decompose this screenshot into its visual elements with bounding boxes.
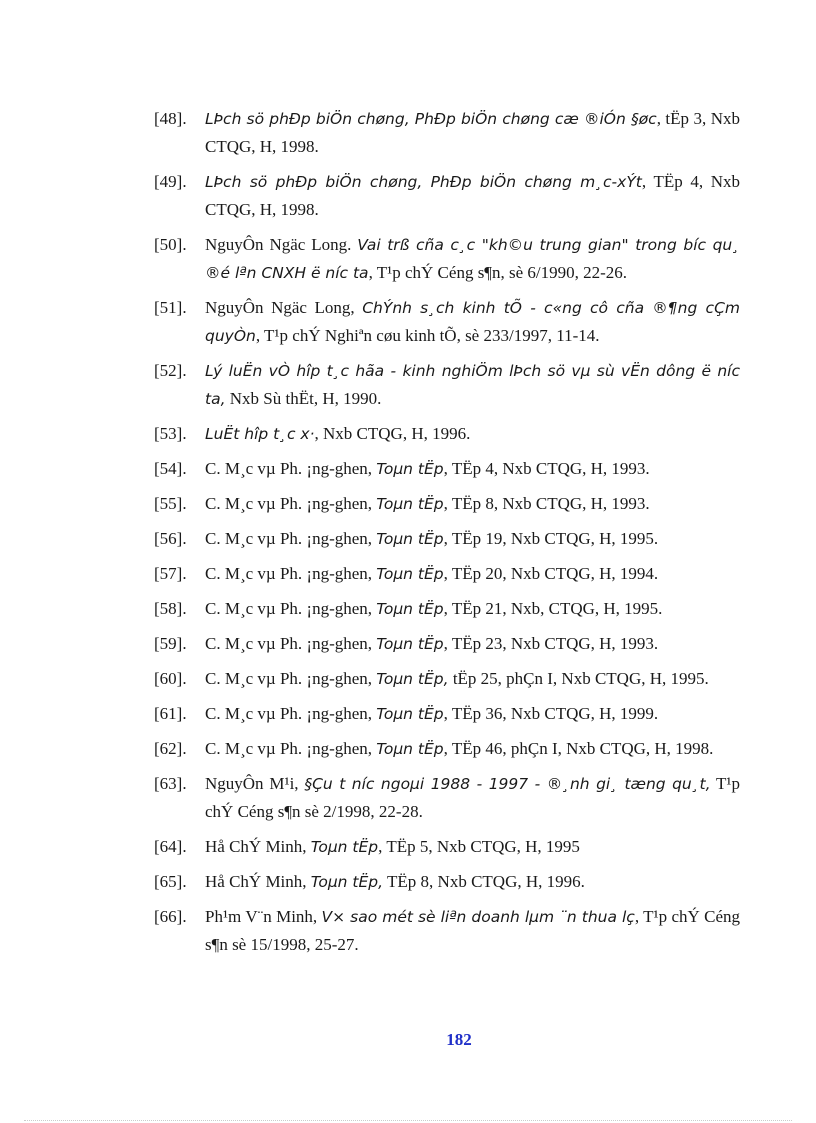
reference-text-part: , T¹p chÝ Céng s¶n sè 15/1998, 25-27. — [205, 907, 740, 954]
reference-number: [58]. — [154, 599, 187, 618]
reference-entry — [154, 833, 740, 861]
reference-text-part: , TËp 8, Nxb CTQG, H, 1993. — [443, 494, 650, 513]
reference-title-italic: ChÝnh s¸ch kinh tÕ - c«ng cô cña ®¶ng cÇm quyÒn — [205, 299, 740, 345]
reference-entry — [154, 770, 740, 826]
reference-title-italic: LÞch sö phÐp biÖn chøng, PhÐp biÖn chøng cæ ®iÓn §øc — [205, 110, 657, 128]
reference-text-part: C. M¸c vµ Ph. ¡ng-ghen, — [205, 494, 377, 513]
reference-text-part: , tËp 3, Nxb CTQG, H, 1998. — [205, 109, 741, 156]
reference-text-part: T¹p chÝ Céng s¶n sè 2/1998, 22-28. — [205, 774, 740, 821]
reference-text — [205, 560, 740, 588]
reference-title-italic: Toµn tËp, — [376, 670, 449, 688]
reference-text-part: NguyÔn M¹i, — [205, 774, 305, 793]
reference-text-part: C. M¸c vµ Ph. ¡ng-ghen, — [205, 459, 377, 478]
reference-list — [154, 105, 740, 966]
reference-title-italic: Toµn tËp — [310, 838, 379, 856]
reference-title-italic: Vai trß cña c¸c "kh©u trung gian" trong bíc qu¸ ®é lªn CNXH ë níc ta — [205, 236, 740, 282]
reference-entry — [154, 420, 740, 448]
reference-text — [205, 357, 740, 413]
reference-title-italic: Toµn tËp — [376, 740, 444, 758]
reference-text-part: , TËp 23, Nxb CTQG, H, 1993. — [443, 634, 659, 653]
reference-text-part: C. M¸c vµ Ph. ¡ng-ghen, — [205, 739, 377, 758]
reference-number: [48]. — [154, 109, 187, 128]
reference-number: [56]. — [154, 529, 187, 548]
reference-text — [205, 525, 740, 553]
reference-number: [57]. — [154, 564, 187, 583]
reference-text — [205, 490, 740, 518]
reference-entry — [154, 560, 740, 588]
reference-number: [61]. — [154, 704, 187, 723]
reference-text — [205, 735, 740, 763]
reference-text — [205, 630, 740, 658]
reference-number: [66]. — [154, 907, 187, 926]
reference-title-italic: §Çu t níc ngoµi 1988 - 1997 - ®¸nh gi¸ tæng qu¸t, — [304, 775, 711, 793]
reference-text-part: , T¹p chÝ Céng s¶n, sè 6/1990, 22-26. — [368, 263, 628, 282]
reference-text-part: , TËp 21, Nxb, CTQG, H, 1995. — [443, 599, 663, 618]
reference-number: [54]. — [154, 459, 187, 478]
reference-text-part: , TËp 5, Nxb CTQG, H, 1995 — [378, 837, 580, 856]
reference-text — [205, 105, 740, 161]
reference-text-part: , TËp 20, Nxb CTQG, H, 1994. — [443, 564, 659, 583]
reference-text — [205, 455, 740, 483]
reference-text-part: , TËp 4, Nxb CTQG, H, 1998. — [205, 172, 740, 219]
reference-text — [205, 231, 740, 287]
page-number: 182 — [446, 1030, 472, 1049]
reference-title-italic: LuËt hîp t¸c x· — [205, 425, 315, 443]
reference-text — [205, 868, 740, 896]
reference-title-italic: Toµn tËp — [376, 460, 444, 478]
reference-entry — [154, 735, 740, 763]
reference-entry — [154, 357, 740, 413]
page-bottom-rule — [24, 1120, 792, 1121]
reference-text-part: , TËp 36, Nxb CTQG, H, 1999. — [443, 704, 659, 723]
reference-text-part: , Nxb CTQG, H, 1996. — [314, 424, 471, 443]
reference-number: [60]. — [154, 669, 187, 688]
reference-text — [205, 665, 740, 693]
reference-title-italic: Lý luËn vÒ hîp t¸c hãa - kinh nghiÖm lÞch sö vµ sù vËn dông ë níc ta, — [205, 362, 740, 408]
reference-text-part: , TËp 19, Nxb CTQG, H, 1995. — [443, 529, 659, 548]
reference-number: [65]. — [154, 872, 187, 891]
reference-entry — [154, 105, 740, 161]
reference-title-italic: Toµn tËp, — [310, 873, 384, 891]
reference-entry — [154, 903, 740, 959]
reference-number: [50]. — [154, 235, 187, 254]
reference-entry — [154, 168, 740, 224]
reference-number: [53]. — [154, 424, 187, 443]
reference-text-part: , TËp 4, Nxb CTQG, H, 1993. — [443, 459, 650, 478]
reference-title-italic: Toµn tËp — [376, 495, 444, 513]
reference-title-italic: V× sao mét sè liªn doanh lµm ¨n thua lç — [321, 908, 635, 926]
reference-entry — [154, 455, 740, 483]
reference-entry — [154, 868, 740, 896]
reference-text — [205, 770, 740, 826]
reference-text — [205, 168, 740, 224]
reference-text-part: C. M¸c vµ Ph. ¡ng-ghen, — [205, 564, 377, 583]
reference-text-part: C. M¸c vµ Ph. ¡ng-ghen, — [205, 529, 377, 548]
reference-text — [205, 833, 740, 861]
reference-text-part: TËp 8, Nxb CTQG, H, 1996. — [383, 872, 585, 891]
reference-entry — [154, 595, 740, 623]
reference-text — [205, 700, 740, 728]
reference-text-part: Hå ChÝ Minh, — [205, 872, 311, 891]
reference-text-part: C. M¸c vµ Ph. ¡ng-ghen, — [205, 669, 377, 688]
reference-title-italic: Toµn tËp — [376, 705, 444, 723]
reference-number: [63]. — [154, 774, 187, 793]
reference-text-part: C. M¸c vµ Ph. ¡ng-ghen, — [205, 704, 377, 723]
reference-entry — [154, 294, 740, 350]
reference-number: [59]. — [154, 634, 187, 653]
reference-text — [205, 294, 740, 350]
reference-text — [205, 420, 740, 448]
reference-title-italic: LÞch sö phÐp biÖn chøng, PhÐp biÖn chøng m¸c-xÝt — [205, 173, 642, 191]
reference-number: [55]. — [154, 494, 187, 513]
reference-text-part: Hå ChÝ Minh, — [205, 837, 311, 856]
reference-title-italic: Toµn tËp — [376, 635, 444, 653]
reference-text-part: Ph¹m V¨n Minh, — [205, 907, 322, 926]
reference-entry — [154, 490, 740, 518]
reference-number: [51]. — [154, 298, 187, 317]
reference-number: [52]. — [154, 361, 187, 380]
reference-entry — [154, 231, 740, 287]
reference-text-part: , TËp 46, phÇn I, Nxb CTQG, H, 1998. — [443, 739, 714, 758]
reference-number: [64]. — [154, 837, 187, 856]
reference-entry — [154, 525, 740, 553]
reference-text-part: C. M¸c vµ Ph. ¡ng-ghen, — [205, 599, 377, 618]
reference-text — [205, 595, 740, 623]
reference-text-part: NguyÔn Ngäc Long, — [205, 298, 363, 317]
reference-title-italic: Toµn tËp — [376, 565, 444, 583]
reference-text — [205, 903, 740, 959]
reference-text-part: C. M¸c vµ Ph. ¡ng-ghen, — [205, 634, 377, 653]
reference-number: [62]. — [154, 739, 187, 758]
reference-number: [49]. — [154, 172, 187, 191]
reference-entry — [154, 665, 740, 693]
reference-text-part: Nxb Sù thËt, H, 1990. — [225, 389, 382, 408]
reference-title-italic: Toµn tËp — [376, 600, 444, 618]
reference-text-part: tËp 25, phÇn I, Nxb CTQG, H, 1995. — [448, 669, 709, 688]
reference-text-part: NguyÔn Ngäc Long. — [205, 235, 358, 254]
reference-entry — [154, 630, 740, 658]
reference-text-part: , T¹p chÝ Nghiªn cøu kinh tÕ, sè 233/1997, 11-14. — [255, 326, 600, 345]
reference-title-italic: Toµn tËp — [376, 530, 444, 548]
reference-entry — [154, 700, 740, 728]
